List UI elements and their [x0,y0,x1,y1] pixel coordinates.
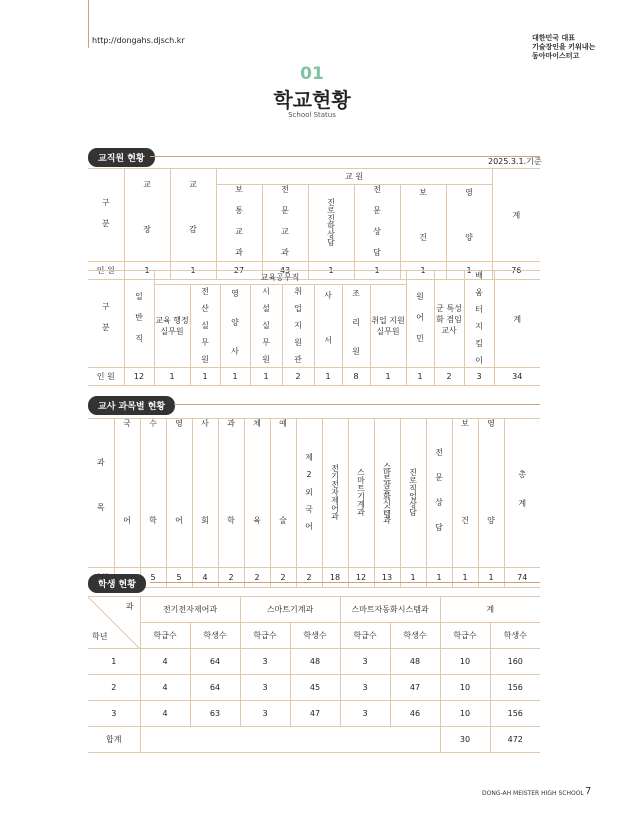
sub-col-header: 학급수 [140,623,190,649]
total-cell: 76 [492,262,540,280]
sub-col-header: 학급수 [340,623,390,649]
value-cell: 1 [250,368,282,386]
value-cell: 43 [262,262,308,280]
value-cell: 8 [342,368,370,386]
col-it-staff: 전 산 실 무 원 [190,285,220,368]
total-cell: 74 [504,568,540,588]
value-cell: 1 [426,568,452,588]
subject-col: 전기전자제어과 [322,419,348,568]
military-teacher-header: 군 특성화 겸임 교사 [434,271,464,368]
sub-col-header: 학생수 [290,623,340,649]
staff-table-2 [88,270,540,386]
students-heading: 학생 현황 [88,574,146,593]
value-cell: 4 [192,568,218,588]
value-cell: 12 [124,368,154,386]
value-cell: 156 [490,701,540,727]
col-health: 보 건 [400,185,446,262]
value-cell: 160 [490,649,540,675]
teachers-group-header: 교 원 [216,169,492,185]
principal-header: 교 장 [124,169,170,262]
value-cell: 1 [406,368,434,386]
staff-heading: 교직원 현황 [88,148,155,167]
table-row [88,649,540,675]
heading-rule [174,404,540,405]
total-classes-cell: 30 [440,727,490,753]
value-cell: 2 [282,368,314,386]
value-cell: 1 [220,368,250,386]
heading-rule [150,582,540,583]
subject-total-header: 총 계 [504,419,540,568]
row-label: 인 원 [88,368,124,386]
col-employment-staff: 취업 지원 실무원 [370,285,406,368]
subject-col: 과 학 [218,419,244,568]
school-guard-header: 배 움 터 지 킴 이 [464,271,494,368]
value-cell: 10 [440,701,490,727]
subject-col: 스마트기계과 [348,419,374,568]
value-cell: 4 [140,675,190,701]
value-cell: 1 [190,368,220,386]
total-cell: 34 [494,368,540,386]
value-cell: 48 [390,649,440,675]
table-row [88,675,540,701]
col-vocational-subject: 전 문 교 과 [262,185,308,262]
subject-col: 제 2 외 국 어 [296,419,322,568]
subject-col: 전 문 상 담 [426,419,452,568]
staff-table-1 [88,168,540,280]
value-cell: 3 [240,701,290,727]
value-cell: 47 [290,701,340,727]
value-cell: 3 [340,649,390,675]
school-url[interactable]: http://dongahs.djsch.kr [92,36,185,45]
value-cell: 3 [464,368,494,386]
value-cell: 4 [140,701,190,727]
subject-col: 예 술 [270,419,296,568]
students-table [88,596,540,753]
corner-dept-label: 과 [125,602,134,611]
value-cell: 1 [478,568,504,588]
header-divider [88,0,89,48]
value-cell: 2 [218,568,244,588]
subject-col: 보 건 [452,419,478,568]
value-cell: 1 [370,368,406,386]
value-cell: 3 [240,675,290,701]
subject-corner-header: 과 목 [88,419,114,568]
row-label: 인 원 [88,262,124,280]
value-cell: 2 [434,368,464,386]
subject-col: 사 회 [192,419,218,568]
empty-merged-cell [140,727,440,753]
page-number: 7 [585,786,592,797]
sub-col-header: 학급수 [440,623,490,649]
education-staff-group-header: 교육공무직 [154,271,406,285]
value-cell: 48 [290,649,340,675]
grade-cell: 1 [88,649,140,675]
subjects-table [88,418,540,588]
value-cell: 18 [322,568,348,588]
subject-col: 국 어 [114,419,140,568]
value-cell: 5 [140,568,166,588]
col-librarian: 사 서 [314,285,342,368]
sub-col-header: 학급수 [240,623,290,649]
sub-col-header: 학생수 [490,623,540,649]
subject-col: 영 어 [166,419,192,568]
gubun-header: 구 분 [88,169,124,262]
total-header: 계 [494,271,540,368]
value-cell: 1 [400,262,446,280]
brand-tagline [532,34,595,61]
value-cell: 3 [340,701,390,727]
value-cell: 3 [240,649,290,675]
value-cell: 5 [166,568,192,588]
col-career-counsel: 진로진학상담 [308,185,354,262]
value-cell: 1 [314,368,342,386]
col-nutrition: 영 양 [446,185,492,262]
col-counselor: 전 문 상 담 [354,185,400,262]
brand-line-1: 대한민국 대표 [532,34,576,42]
value-cell: 1 [170,262,216,280]
subject-col: 체 육 [244,419,270,568]
value-cell: 1 [400,568,426,588]
brand-line-3: 동아마이스터고 [532,52,580,60]
total-header: 계 [492,169,540,262]
value-cell: 45 [290,675,340,701]
col-dietitian: 영 양 사 [220,285,250,368]
total-students-cell: 472 [490,727,540,753]
value-cell: 2 [244,568,270,588]
vice-principal-header: 교 감 [170,169,216,262]
dept-header: 스마트기계과 [240,597,340,623]
value-cell: 4 [140,649,190,675]
value-cell: 156 [490,675,540,701]
sub-col-header: 학생수 [190,623,240,649]
subject-col: 수 학 [140,419,166,568]
value-cell: 10 [440,649,490,675]
gubun-header: 구 분 [88,271,124,368]
value-cell: 64 [190,675,240,701]
value-cell: 1 [124,262,170,280]
table-row [88,701,540,727]
col-employment-officer: 취 업 지 원 관 [282,285,314,368]
dept-header: 스마트자동화시스템과 [340,597,440,623]
value-cell: 3 [340,675,390,701]
value-cell: 1 [308,262,354,280]
value-cell: 1 [446,262,492,280]
general-staff-header: 일 반 직 [124,271,154,368]
total-row [88,727,540,753]
heading-rule [150,156,540,157]
col-admin-staff: 교육 행정 실무원 [154,285,190,368]
grade-cell: 2 [88,675,140,701]
value-cell: 47 [390,675,440,701]
value-cell: 2 [296,568,322,588]
col-general-subject: 보 통 교 과 [216,185,262,262]
dept-header: 전기전자제어과 [140,597,240,623]
page-title: 학교현황 [273,88,351,112]
value-cell: 10 [440,675,490,701]
footer-school-name: DONG-AH MEISTER HIGH SCHOOL [482,790,584,797]
col-facility-staff: 시 설 실 무 원 [250,285,282,368]
corner-grade-label: 학년 [92,632,108,641]
brand-line-2: 기술장인을 키워내는 [532,43,596,51]
value-cell: 1 [154,368,190,386]
page-subtitle: School Status [288,111,336,119]
value-cell: 13 [374,568,400,588]
value-cell: 12 [348,568,374,588]
reference-date: 2025.3.1.기준 [488,157,542,166]
subject-col: 진로직업상담 [400,419,426,568]
students-corner-header [88,597,140,649]
value-cell: 27 [216,262,262,280]
value-cell: 2 [270,568,296,588]
value-cell: 46 [390,701,440,727]
subject-col: 영 양 [478,419,504,568]
value-cell: 63 [190,701,240,727]
value-cell: 1 [354,262,400,280]
value-cell: 1 [452,568,478,588]
grade-cell: 3 [88,701,140,727]
section-number: 01 [300,64,324,84]
value-cell: 64 [190,649,240,675]
total-row-label: 합계 [88,727,140,753]
subjects-heading: 교사 과목별 현황 [88,396,175,415]
subject-col: 스마트자동화시스템과 [374,419,400,568]
sub-col-header: 학생수 [390,623,440,649]
native-teacher-header: 원 어 민 [406,271,434,368]
dept-header: 계 [440,597,540,623]
col-cook: 조 리 원 [342,285,370,368]
